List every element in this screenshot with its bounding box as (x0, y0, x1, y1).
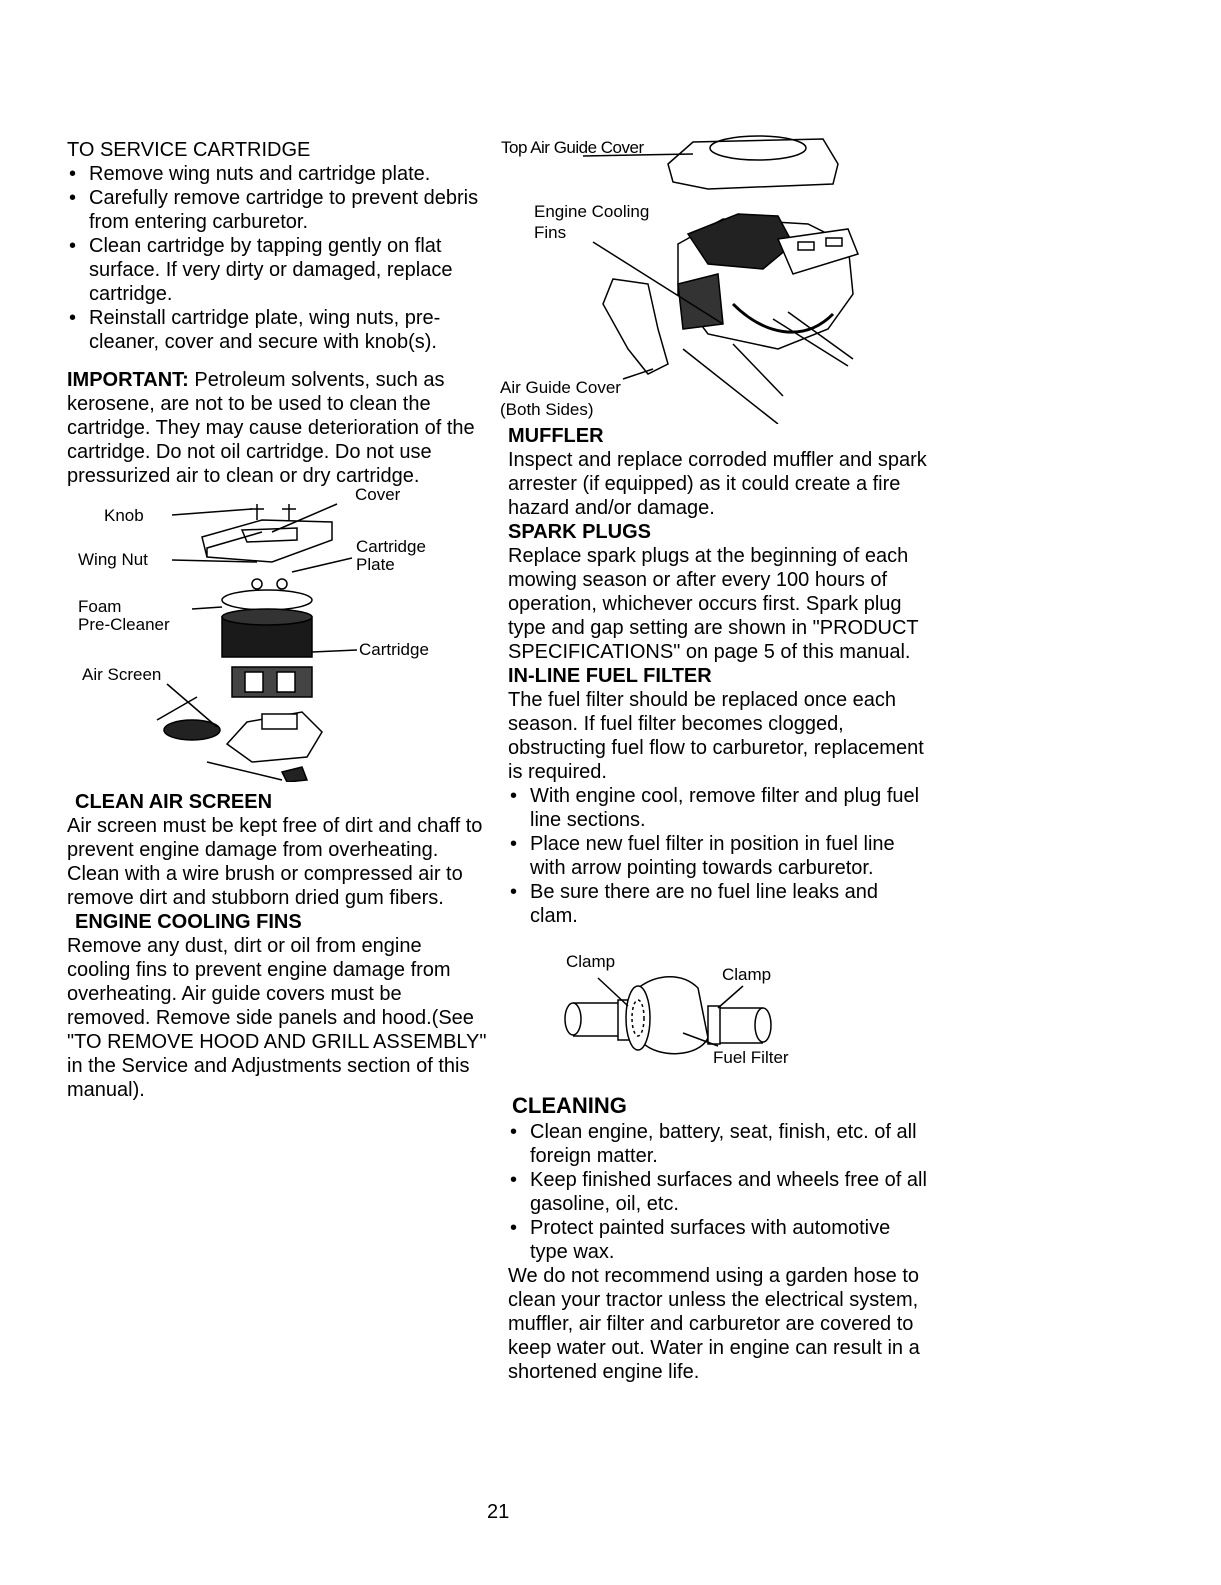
air-filter-diagram (67, 482, 487, 782)
fuel-filter-list (508, 784, 928, 928)
cleaning-list (508, 1120, 928, 1264)
spark-plugs-text: Replace spark plugs at the beginning of each mowing season or after every 100 hours of operation, whichever occurs first. Spark plug type and gap setting are shown in "PRODUCT SPECIFICATIONS" on page 5 of this manual. (508, 545, 919, 663)
service-cartridge-section (67, 138, 487, 354)
list-item: • Keep finished surfaces and wheels free of all gasoline, oil, etc. (508, 1168, 928, 1216)
spark-plugs-section (508, 520, 928, 664)
knob-label: Knob (104, 506, 144, 525)
muffler-heading: MUFFLER (508, 425, 604, 447)
list-item: • Clean cartridge by tapping gently on flat surface. If very dirty or damaged, replace cartridge. (67, 234, 487, 306)
engine-cooling-fins-section (67, 910, 487, 1102)
service-cartridge-list (67, 162, 487, 354)
muffler-section (508, 424, 928, 520)
top-air-guide-cover-label: Top Air Guide Cover (501, 138, 644, 157)
clamp-left-label: Clamp (566, 952, 616, 971)
fuel-filter-label: Fuel Filter (713, 1048, 789, 1067)
list-item: • Protect painted surfaces with automotive type wax. (508, 1216, 928, 1264)
engine-cooling-fins-text: Remove any dust, dirt or oil from engine cooling fins to prevent engine damage from overheating. Air guide covers must be removed. Remove side panels and hood.(See "TO REMOVE HOOD AND GRILL ASSEMBLY" in the Service and Adjustments section of this manual). (67, 935, 487, 1101)
fuel-filter-diagram (508, 948, 928, 1088)
important-label: IMPORTANT: (67, 369, 189, 391)
fins-label: Fins (534, 223, 567, 242)
page-number: 21 (487, 1501, 510, 1523)
clean-air-screen-section (67, 790, 487, 910)
air-screen-label: Air Screen (82, 665, 162, 684)
service-cartridge-heading: TO SERVICE CARTRIDGE (67, 139, 311, 161)
cartridge-label: Cartridge (359, 640, 429, 659)
important-note (67, 368, 487, 488)
list-item: • Be sure there are no fuel line leaks and clam. (508, 880, 928, 928)
engine-cooling-label: Engine Cooling (534, 202, 650, 221)
spark-plugs-heading: SPARK PLUGS (508, 521, 651, 543)
engine-cooling-fins-heading: ENGINE COOLING FINS (75, 911, 302, 933)
clean-air-screen-heading: CLEAN AIR SCREEN (75, 791, 273, 813)
clean-air-screen-text: Air screen must be kept free of dirt and chaff to prevent engine damage from overheating. Clean with a wire brush or compressed air to remove dirt and stubborn dried gum fibers. (67, 815, 483, 909)
clamp-right-label: Clamp (722, 965, 772, 984)
cleaning-section (508, 1092, 928, 1384)
list-item: • Place new fuel filter in position in fuel line with arrow pointing towards carburetor. (508, 832, 928, 880)
cleaning-text: We do not recommend using a garden hose to clean your tractor unless the electrical system, muffler, air filter and carburetor are covered to keep water out. Water in engine can result in a shortened engine life. (508, 1265, 920, 1383)
list-item: • Clean engine, battery, seat, finish, etc. of all foreign matter. (508, 1120, 928, 1168)
air-guide-cover-label: Air Guide Cover (500, 378, 621, 397)
muffler-text: Inspect and replace corroded muffler and spark arrester (if equipped) as it could create a fire hazard and/or damage. (508, 449, 927, 519)
fuel-filter-heading: IN-LINE FUEL FILTER (508, 665, 712, 687)
important-text: Petroleum solvents, such as kerosene, are not to be used to clean the cartridge. They may cause deterioration of the cartridge. Do not oil cartridge. Do not use pressurized air to clean or dry cartridge. (67, 369, 475, 487)
pre-cleaner-label: Pre-Cleaner (78, 615, 170, 634)
cleaning-heading: CLEANING (512, 1093, 627, 1118)
both-sides-label: (Both Sides) (500, 400, 594, 419)
cover-label: Cover (355, 485, 401, 504)
list-item: • Reinstall cartridge plate, wing nuts, pre-cleaner, cover and secure with knob(s). (67, 306, 487, 354)
left-column (67, 138, 487, 1102)
cartridge-plate-label-1: Cartridge (356, 537, 426, 556)
engine-diagram (500, 134, 928, 424)
list-item: • With engine cool, remove filter and plug fuel line sections. (508, 784, 928, 832)
list-item: • Carefully remove cartridge to prevent debris from entering carburetor. (67, 186, 487, 234)
list-item: • Remove wing nuts and cartridge plate. (67, 162, 487, 186)
wing-nut-label: Wing Nut (78, 550, 148, 569)
foam-label: Foam (78, 597, 122, 616)
fuel-filter-text: The fuel filter should be replaced once each season. If fuel filter becomes clogged, obstructing fuel flow to carburetor, replacement is required. (508, 689, 924, 783)
right-column (500, 138, 928, 1384)
fuel-filter-section (508, 664, 928, 928)
cartridge-plate-label-2: Plate (356, 555, 395, 574)
